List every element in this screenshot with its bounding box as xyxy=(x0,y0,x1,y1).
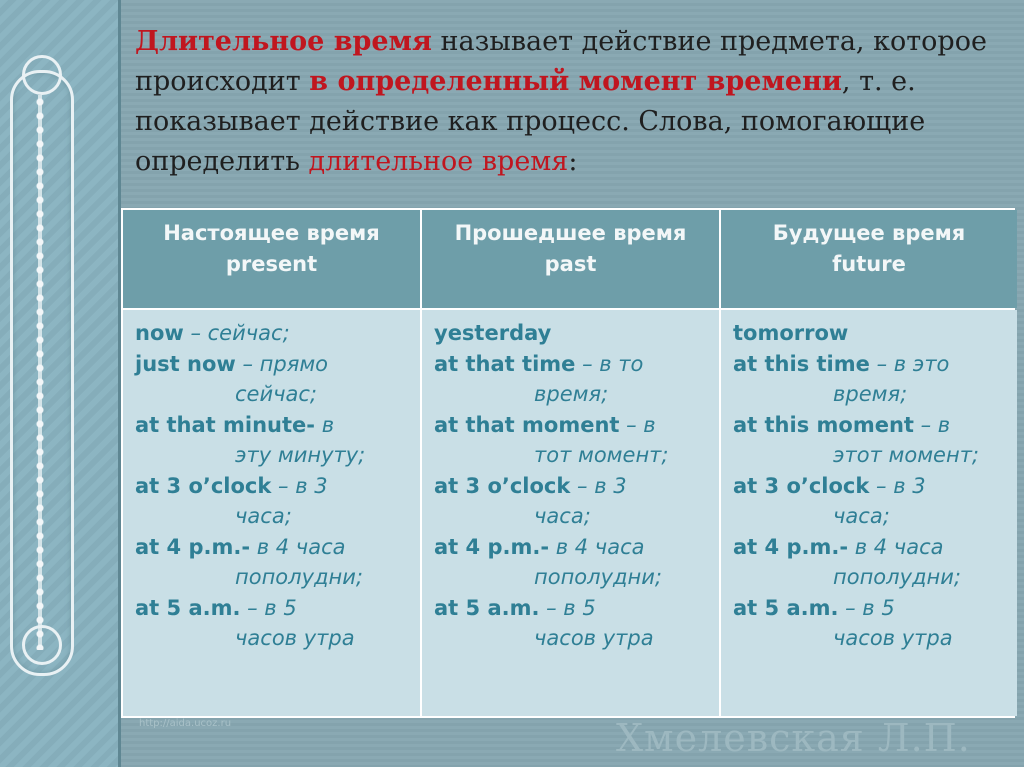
header-past xyxy=(422,210,719,308)
table-entry xyxy=(135,532,412,563)
table-entry xyxy=(434,318,711,349)
entry-russian: – в xyxy=(913,412,951,437)
entry-russian: – в 3 xyxy=(271,473,328,498)
table-entry xyxy=(135,410,412,441)
source-url: http://aida.ucoz.ru xyxy=(139,718,232,729)
table-entry xyxy=(434,410,711,441)
entry-english: at 3 o’clock xyxy=(135,473,272,498)
intro-text-1: называет действие предмета, которое происходит xyxy=(135,26,987,97)
term-continuous-tense-2: длительное время xyxy=(308,146,569,177)
header-future-sub: future xyxy=(832,252,906,276)
entry-russian-continued: часов утра xyxy=(235,626,355,650)
entry-russian: – в 3 xyxy=(869,473,926,498)
entry-english: at 4 p.m.- xyxy=(733,534,849,559)
header-past-title: Прошедшее время xyxy=(454,221,687,245)
intro-text-2: , т. е. показывает действие как процесс. Слова, помогающие определить xyxy=(135,66,926,177)
entry-russian-continued: время; xyxy=(534,382,609,406)
table-entry xyxy=(733,532,1009,563)
slide-content xyxy=(121,0,1024,767)
entry-russian: в 4 часа xyxy=(549,534,645,559)
table-entry xyxy=(434,349,711,380)
decorative-cap-top xyxy=(22,55,62,95)
header-past-sub: past xyxy=(544,252,597,276)
column-present xyxy=(123,310,420,716)
entry-english: at 5 a.m. xyxy=(434,595,540,620)
entry-english: just now xyxy=(135,351,236,376)
decorative-side-panel xyxy=(0,0,121,767)
intro-paragraph xyxy=(135,22,995,182)
entry-english: at this moment xyxy=(733,412,914,437)
entry-english: tomorrow xyxy=(733,321,849,345)
entry-english: at 5 a.m. xyxy=(733,595,839,620)
table-entry xyxy=(135,349,412,380)
entry-english: at 4 p.m.- xyxy=(135,534,251,559)
entry-russian-continued: время; xyxy=(833,382,908,406)
entry-russian-continued: пополудни; xyxy=(534,565,662,589)
entry-russian-continued: эту минуту; xyxy=(235,443,366,467)
decorative-cap-bottom xyxy=(22,625,62,665)
entry-russian-continued: этот момент; xyxy=(833,443,980,467)
entry-russian-continued: часа; xyxy=(534,504,591,528)
entry-english: at this time xyxy=(733,351,870,376)
table-entry xyxy=(434,471,711,502)
header-future-title: Будущее время xyxy=(772,221,966,245)
tense-table xyxy=(121,208,1015,718)
entry-russian-continued: пополудни; xyxy=(235,565,363,589)
ornament-pattern xyxy=(29,95,51,650)
header-present xyxy=(123,210,420,308)
entry-russian-continued: часов утра xyxy=(833,626,953,650)
entry-russian-continued: сейчас; xyxy=(235,382,318,406)
table-entry xyxy=(733,593,1009,624)
entry-russian: в 4 часа xyxy=(848,534,944,559)
entry-russian: в 4 часа xyxy=(250,534,346,559)
term-specific-moment: в определенный момент времени xyxy=(309,66,842,97)
entry-english: at 4 p.m.- xyxy=(434,534,550,559)
table-entry xyxy=(434,532,711,563)
table-entry xyxy=(733,471,1009,502)
author-watermark: Хмелевская Л.П. xyxy=(616,716,971,760)
entry-russian-continued: часа; xyxy=(235,504,292,528)
table-entry xyxy=(733,318,1009,349)
entry-english: at that minute- xyxy=(135,412,316,437)
entry-english: at 5 a.m. xyxy=(135,595,241,620)
entry-russian: – в 5 xyxy=(539,595,596,620)
entry-english: at 3 o’clock xyxy=(733,473,870,498)
entry-russian: – в то xyxy=(575,351,644,376)
entry-russian: – прямо xyxy=(235,351,329,376)
entry-russian-continued: часов утра xyxy=(534,626,654,650)
table-entry xyxy=(733,349,1009,380)
header-future xyxy=(721,210,1017,308)
entry-russian: – в 3 xyxy=(570,473,627,498)
table-entry xyxy=(135,593,412,624)
entry-russian: в xyxy=(315,412,335,437)
entry-russian: – в 5 xyxy=(240,595,297,620)
entry-english: yesterday xyxy=(434,321,552,345)
entry-russian: – в 5 xyxy=(838,595,895,620)
table-entry xyxy=(135,318,412,349)
column-past xyxy=(422,310,719,716)
header-present-title: Настоящее время xyxy=(163,221,380,245)
intro-colon: : xyxy=(568,146,578,177)
entry-russian-continued: пополудни; xyxy=(833,565,961,589)
entry-russian-continued: часа; xyxy=(833,504,890,528)
column-future xyxy=(721,310,1017,716)
entry-russian: – в это xyxy=(869,351,950,376)
entry-english: at that time xyxy=(434,351,576,376)
header-present-sub: present xyxy=(225,252,318,276)
entry-russian-continued: тот момент; xyxy=(534,443,669,467)
entry-english: at 3 o’clock xyxy=(434,473,571,498)
entry-russian: – в xyxy=(619,412,656,437)
table-entry xyxy=(434,593,711,624)
table-entry xyxy=(733,410,1009,441)
entry-english: now xyxy=(135,321,184,345)
table-entry xyxy=(135,471,412,502)
term-continuous-tense: Длительное время xyxy=(135,26,432,57)
entry-russian: – сейчас; xyxy=(183,321,290,345)
entry-english: at that moment xyxy=(434,412,620,437)
